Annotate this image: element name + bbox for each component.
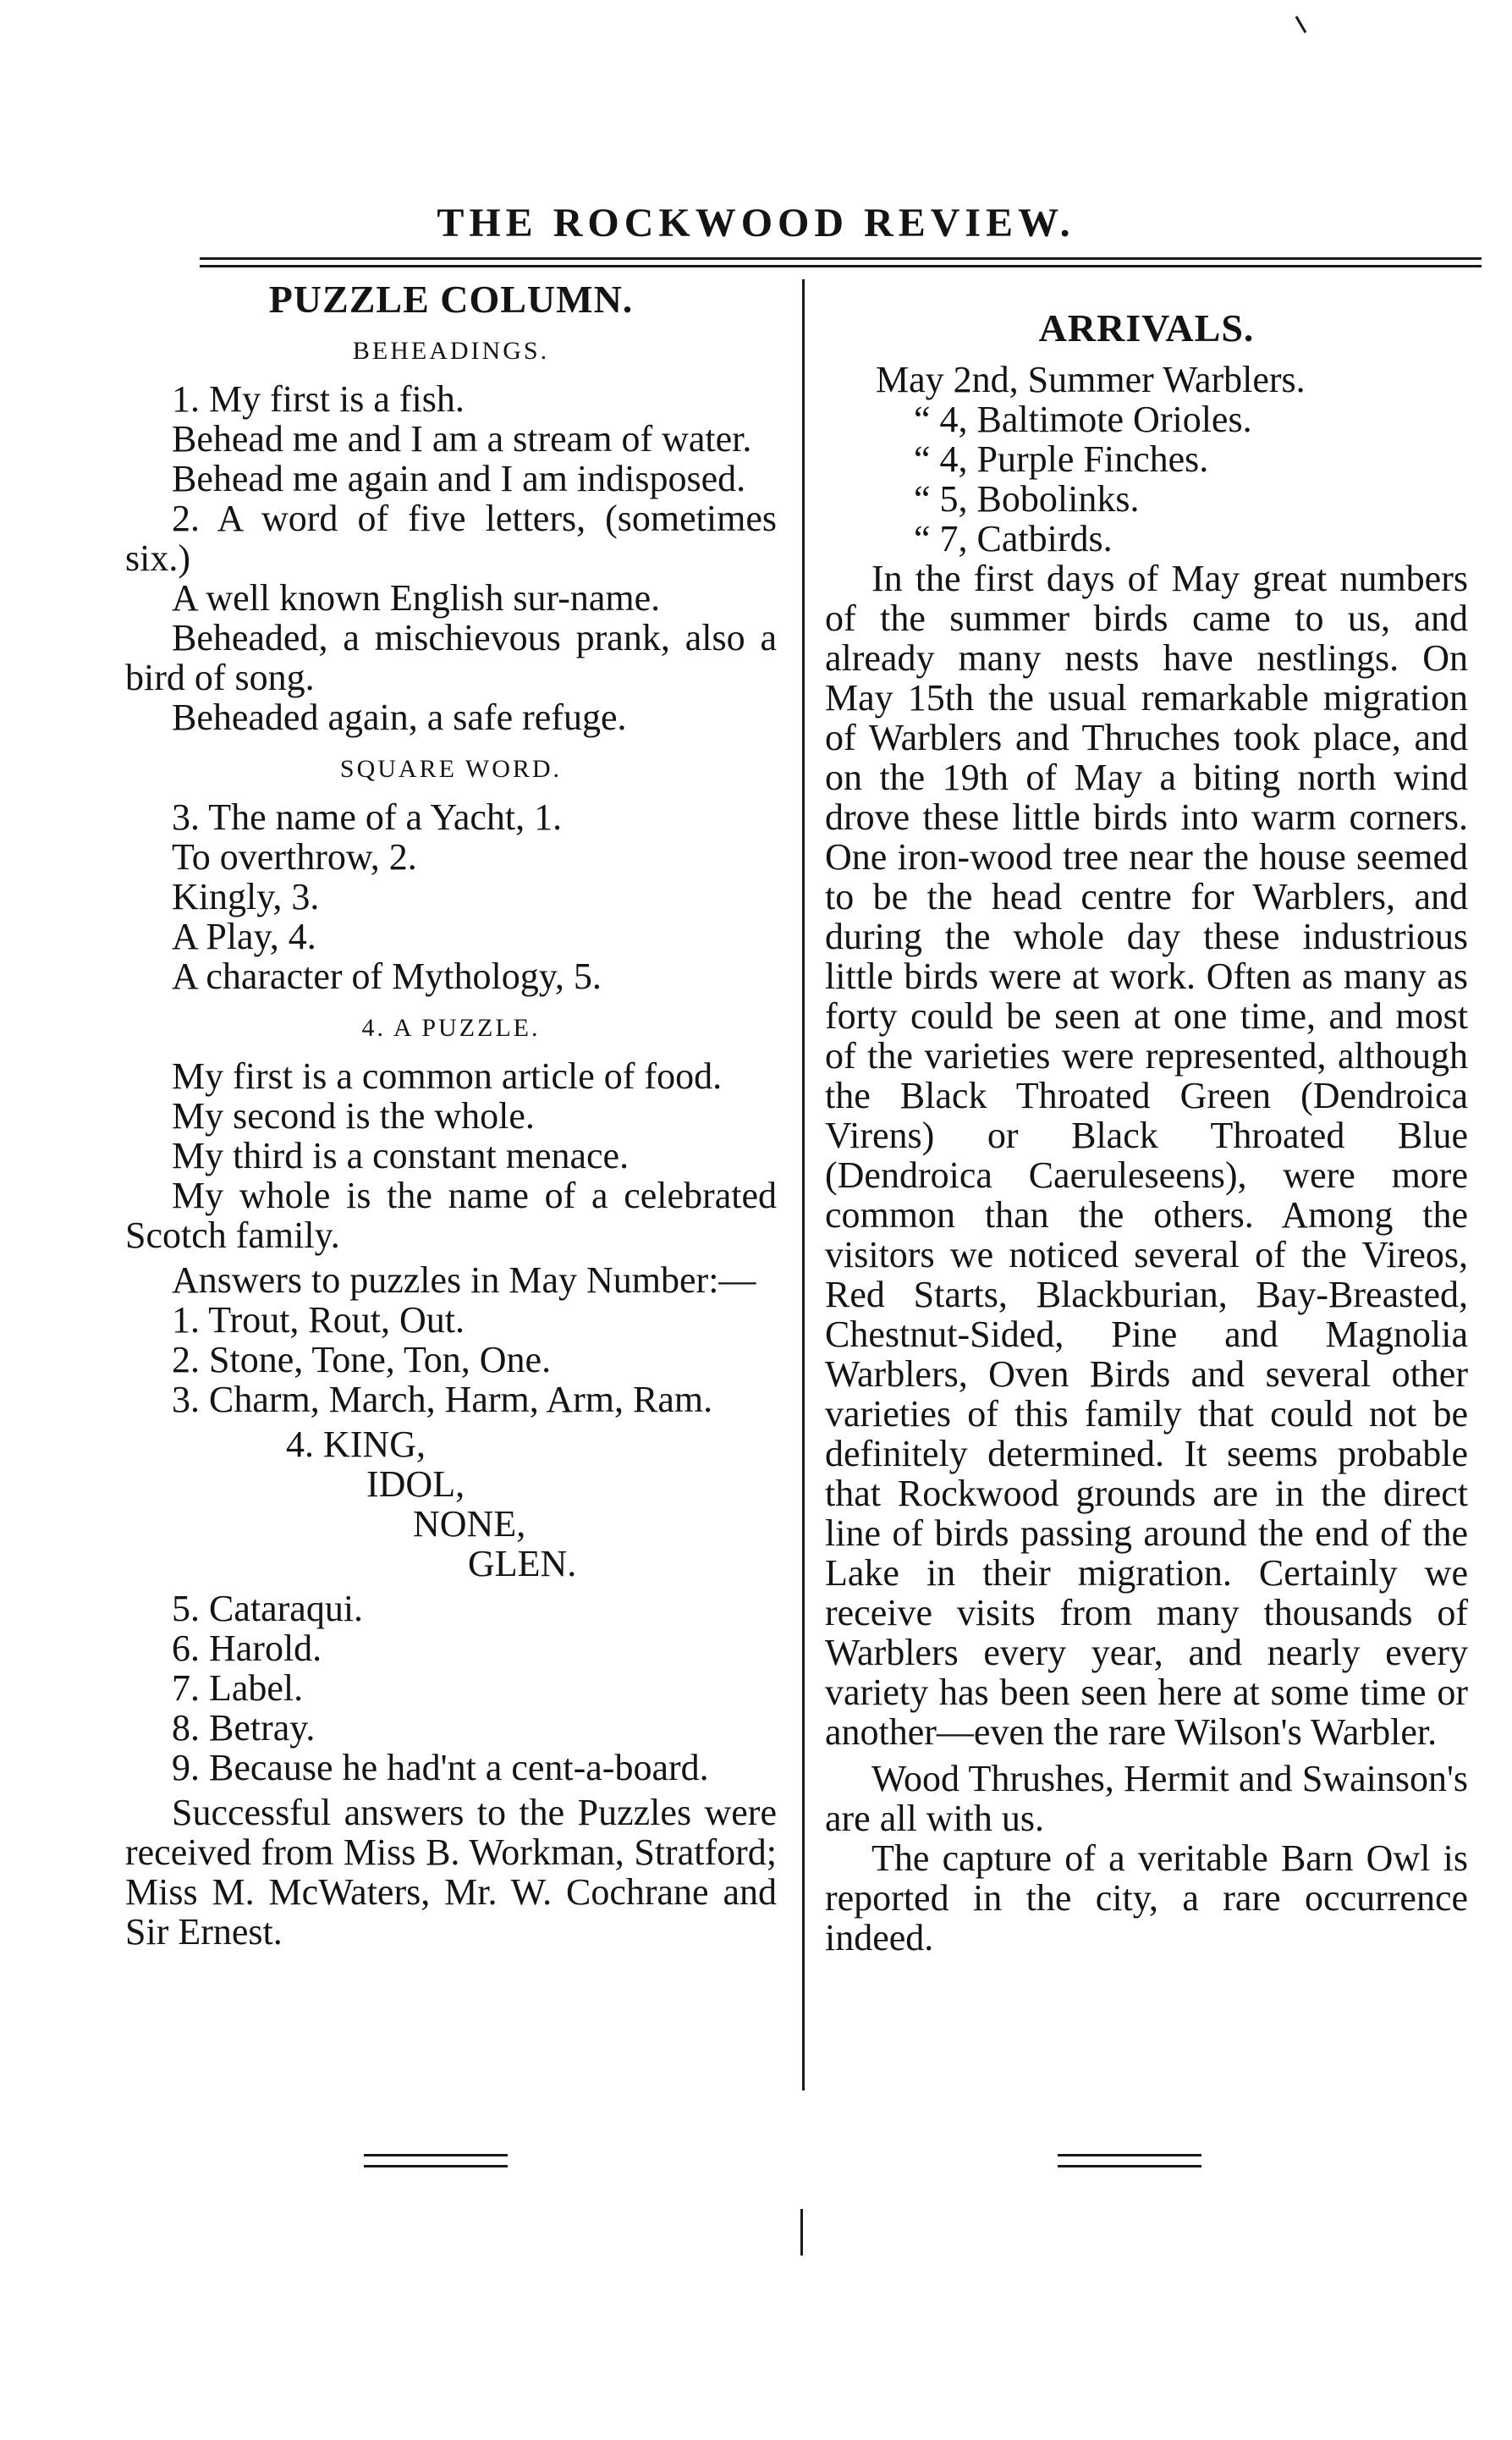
- answer-square-word: [125, 1424, 777, 1584]
- bottom-mark: [800, 2209, 803, 2255]
- a-puzzle-line: My whole is the name of a celebrated Scotch family.: [125, 1175, 777, 1256]
- a-puzzle-line: My first is a common article of food.: [172, 1055, 723, 1097]
- square-word-line: A Play, 4.: [172, 916, 316, 957]
- closing-paragraph: Successful answers to the Puzzles were received from Miss B. Workman, Stratford; Miss M. McWaters, Mr. W. Cochrane and Sir Ernest.: [125, 1792, 777, 1953]
- running-head: THE ROCKWOOD REVIEW.: [437, 201, 1075, 245]
- right-end-rule: [1058, 2154, 1201, 2167]
- answer-square-row: IDOL,: [366, 1463, 465, 1505]
- arrivals-paragraph: Wood Thrushes, Hermit and Swainson's are all with us.: [825, 1758, 1468, 1839]
- header-rule-top: [200, 257, 1482, 260]
- a-puzzle-line: My second is the whole.: [172, 1095, 535, 1137]
- answer-square-row: GLEN.: [468, 1543, 577, 1584]
- answer-line: 3. Charm, March, Harm, Arm, Ram.: [172, 1379, 713, 1420]
- answers-intro: Answers to puzzles in May Number:—: [172, 1259, 756, 1301]
- beheading-line: 2. A word of five letters, (sometimes six.): [125, 498, 777, 579]
- answer-line: 2. Stone, Tone, Ton, One.: [172, 1339, 552, 1380]
- arrival-date: “ 5, Bobolinks.: [914, 478, 1140, 520]
- answer-square-row: NONE,: [413, 1503, 526, 1545]
- beheadings-heading: BEHEADINGS.: [352, 337, 550, 365]
- answer-line: 5. Cataraqui.: [172, 1588, 364, 1629]
- beheading-line: 1. My first is a fish.: [172, 378, 465, 420]
- left-end-rule: [364, 2154, 508, 2167]
- arrivals-paragraph: The capture of a veritable Barn Owl is reported in the city, a rare occurrence indeed.: [825, 1837, 1468, 1958]
- arrival-date: “ 7, Catbirds.: [914, 518, 1113, 559]
- answer-line: 7. Label.: [172, 1667, 304, 1709]
- answer-line: 9. Because he had'nt a cent-a-board.: [172, 1747, 709, 1788]
- beheading-line: Beheaded, a mischievous prank, also a bird of song.: [125, 617, 777, 698]
- beheading-line: A well known English sur-name.: [172, 577, 661, 619]
- beheading-line: Beheaded again, a safe refuge.: [172, 697, 627, 738]
- square-word-heading: SQUARE WORD.: [339, 755, 563, 783]
- answer-square-row: 4. KING,: [286, 1424, 426, 1465]
- arrival-date: May 2nd, Summer Warblers.: [876, 359, 1306, 400]
- column-divider: [802, 279, 805, 2090]
- header-rule-bottom: [200, 265, 1482, 267]
- puzzle-column-title: PUZZLE COLUMN.: [268, 278, 634, 321]
- square-word-line: A character of Mythology, 5.: [172, 956, 602, 997]
- margin-mark: [1295, 16, 1307, 34]
- beheading-line: Behead me again and I am indisposed.: [172, 458, 746, 499]
- answer-line: 1. Trout, Rout, Out.: [172, 1299, 465, 1341]
- puzzle-column: [125, 279, 777, 1952]
- a-puzzle-line: My third is a constant menace.: [172, 1135, 630, 1176]
- square-word-line: To overthrow, 2.: [172, 836, 417, 878]
- arrivals-column: [825, 279, 1468, 1958]
- answer-line: 8. Betray.: [172, 1707, 316, 1749]
- arrival-date: “ 4, Purple Finches.: [914, 438, 1209, 480]
- beheading-line: Behead me and I am a stream of water.: [172, 418, 752, 460]
- square-word-line: 3. The name of a Yacht, 1.: [172, 796, 563, 838]
- a-puzzle-heading: 4. A PUZZLE.: [361, 1014, 541, 1042]
- arrivals-title: ARRIVALS.: [1038, 306, 1255, 350]
- square-word-line: Kingly, 3.: [172, 876, 320, 917]
- arrivals-paragraph: In the first days of May great numbers of the summer birds came to us, and already many nests have nestlings. On May 15th the usual remarkable migration of Warblers and Thruches took place, and on the 19th of May a biting north wind drove these little birds into warm corners. One iron-wood tree near the house seemed to be the head centre for Warblers, and during the whole day these industrious little birds were at work. Often as many as forty could be seen at one time, and most of the varieties were represented, although the Black Throated Green (Dendroica Virens) or Black Throated Blue (Dendroica Caeruleseens), were more common than the others. Among the visitors we noticed several of the Vireos, Red Starts, Blackburian, Bay-Breasted, Chestnut-Sided, Pine and Magnolia Warblers, Oven Birds and several other varieties of this family that could not be definitely determined. It seems probable that Rockwood grounds are in the direct line of birds passing around the end of the Lake in their migration. Certainly we receive visits from many thousands of Warblers every year, and nearly every variety has been seen here at some time or another—even the rare Wilson's Warbler.: [825, 558, 1468, 1753]
- answer-line: 6. Harold.: [172, 1628, 322, 1669]
- arrival-date: “ 4, Baltimote Orioles.: [914, 399, 1252, 440]
